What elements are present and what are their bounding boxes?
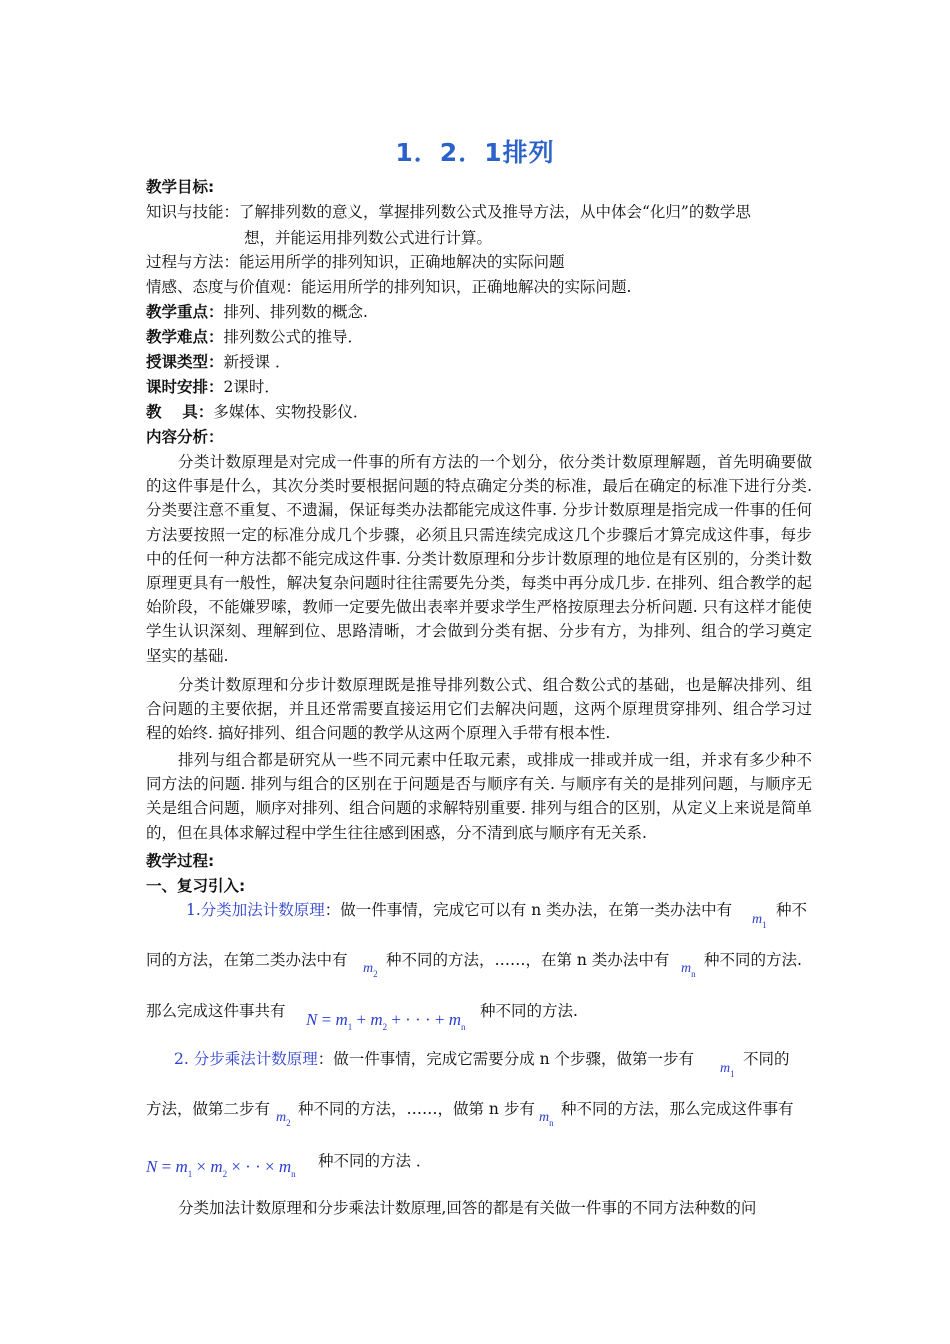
lesson-time — [146, 377, 280, 397]
math-sub: 1 — [347, 1022, 353, 1032]
math-m: m — [278, 1157, 292, 1176]
difficult-point-label: 教学难点： — [146, 328, 224, 346]
analysis-paragraph-2: 分类计数原理和分步计数原理既是推导排列数公式、组合数公式的基础，也是解决排列、组合问题的主要依据，并且还常需要直接运用它们去解决问题，这两个原理贯穿排列、组合学习过程的始终. 搞好排列、组合问题的教学从这两个原理入手带有根本性. — [146, 676, 812, 743]
math-mn-b — [539, 1110, 554, 1126]
principle-1-text-d: 种不同的方法，……，在第 n 类办法中有 — [386, 951, 670, 969]
math-N: N — [146, 1157, 158, 1176]
closing-line: 分类加法计数原理和分步乘法计数原理,回答的都是有关做一件事的不同方法种数的问 — [178, 1199, 757, 1217]
principle-2-text-f: 种不同的方法 ． — [318, 1152, 432, 1170]
math-m: m — [681, 961, 692, 976]
sum-formula — [306, 1010, 466, 1032]
teaching-tools — [146, 402, 368, 422]
math-sub: n — [691, 969, 696, 979]
math-m: m — [276, 1110, 287, 1125]
math-m2-b — [276, 1110, 291, 1126]
principle-2-text-a: ：做一件事情，完成它需要分成 n 个步骤，做第一步有 — [317, 1050, 695, 1068]
principle-1-text-c: 同的方法，在第二类办法中有 — [146, 951, 348, 969]
principle-1-line1 — [186, 900, 732, 920]
principle-1-name: 1.分类加法计数原理 — [186, 901, 325, 919]
page-title: 1．2．1排列 — [395, 138, 555, 167]
process-heading: 教学过程: — [146, 852, 215, 870]
math-times: × — [196, 1157, 207, 1176]
key-point — [146, 302, 368, 322]
math-m: m — [175, 1157, 188, 1176]
math-m: m — [335, 1010, 348, 1029]
math-sub: 1 — [187, 1169, 193, 1179]
goal-knowledge-line2: 想，并能运用排列数公式进行计算。 — [244, 229, 493, 247]
math-sub: n — [549, 1118, 554, 1128]
principle-1-text-b: 种不 — [776, 901, 808, 919]
analysis-heading: 内容分析： — [146, 428, 224, 446]
principle-1-text-g: 种不同的方法. — [480, 1002, 578, 1020]
math-sub: 2 — [222, 1169, 228, 1179]
teaching-tools-label: 教 具： — [146, 403, 214, 421]
key-point-value: 排列、排列数的概念. — [223, 303, 368, 321]
difficult-point-value: 排列数公式的推导． — [223, 328, 364, 346]
math-m: m — [539, 1110, 550, 1125]
math-sub: 1 — [730, 1069, 735, 1079]
difficult-point — [146, 327, 363, 347]
lesson-time-label: 课时安排： — [146, 378, 224, 396]
math-times-dots: × · · × — [231, 1157, 275, 1176]
principle-2-text-d: 种不同的方法，……，做第 n 步有 — [298, 1100, 535, 1118]
math-m: m — [370, 1010, 383, 1029]
review-heading: 一、复习引入: — [146, 877, 246, 895]
principle-2-name: 2. 分步乘法计数原理 — [174, 1050, 318, 1068]
principle-1-text-a: ：做一件事情，完成它可以有 n 类办法，在第一类办法中有 — [324, 901, 733, 919]
lesson-time-value: 2课时． — [223, 378, 280, 396]
principle-1-text-f: 那么完成这件事共有 — [146, 1002, 286, 1020]
math-sub: 1 — [762, 920, 767, 930]
math-eq: = — [161, 1157, 172, 1176]
math-m: m — [363, 961, 374, 976]
math-sub: 2 — [382, 1022, 388, 1032]
goals-heading: 教学目标: — [146, 178, 215, 196]
math-m: m — [448, 1010, 462, 1029]
analysis-paragraph-3: 排列与组合都是研究从一些不同元素中任取元素，或排成一排或并成一组，并求有多少种不同方法的问题. 排列与组合的区别在于问题是否与顺序有关. 与顺序有关的是排列问题，与顺序无关是组合问题，顺序对排列、组合问题的求解特别重要. 排列与组合的区别，从定义上来说是简单的，但在具体求解过程中学生往往感到困惑，分不清到底与顺序有无关系. — [146, 751, 812, 842]
principle-2-text-c: 方法，做第二步有 — [146, 1100, 271, 1118]
math-sub: n — [461, 1022, 466, 1032]
math-sub: 2 — [373, 969, 378, 979]
math-m: m — [720, 1061, 731, 1076]
teaching-tools-value: 多媒体、实物投影仪． — [213, 403, 369, 421]
math-sub: n — [291, 1169, 296, 1179]
lesson-type-value: 新授课 ． — [223, 353, 291, 371]
math-m1-b — [720, 1061, 735, 1077]
math-mn-a — [681, 961, 696, 977]
principle-2-line1 — [174, 1049, 694, 1069]
analysis-paragraph-1: 分类计数原理是对完成一件事的所有方法的一个划分，依分类计数原理解题，首先明确要做的这件事是什么，其次分类时要根据问题的特点确定分类的标准，最后在确定的标准下进行分类. 分类要注意不重复、不遗漏，保证每类办法都能完成这件事. 分步计数原理是指完成一件事的任何方法要按照一定的标准分成几个步骤，必须且只需连续完成这几个步骤后才算完成这件事，每步中的任何一种方法都不能完成这件事. 分类计数原理和分步计数原理的地位是有区别的，分类计数原理更具有一般性，解决复杂问题时往往需要先分类，每类中再分成几步. 在排列、组合教学的起始阶段，不能嫌罗嗦，教师一定要先做出表率并要求学生严格按原理去分析问题. 只有这样才能使学生认识深刻、理解到位、思路清晰，才会做到分类有据、分步有方，为排列、组合的学习奠定坚实的基础. — [146, 453, 812, 665]
math-sub: 2 — [286, 1118, 291, 1128]
principle-1-text-e: 种不同的方法. — [704, 951, 802, 969]
principle-2-text-b: 不同的 — [743, 1050, 790, 1068]
principle-2-text-e: 种不同的方法，那么完成这件事有 — [561, 1100, 794, 1118]
key-point-label: 教学重点： — [146, 303, 224, 321]
math-m: m — [210, 1157, 223, 1176]
lesson-type-label: 授课类型： — [146, 353, 224, 371]
lesson-type — [146, 352, 290, 372]
product-formula — [146, 1157, 296, 1179]
math-eq: = — [321, 1010, 332, 1029]
math-plus: + — [356, 1010, 367, 1029]
goal-process: 过程与方法：能运用所学的排列知识，正确地解决的实际问题 — [146, 253, 565, 271]
goal-knowledge-line1: 知识与技能：了解排列数的意义，掌握排列数公式及推导方法，从中体会“化归”的数学思 — [146, 203, 751, 221]
math-dots: + · · · + — [391, 1010, 445, 1029]
math-m: m — [752, 912, 763, 927]
math-m2-a — [363, 961, 378, 977]
goal-emotion: 情感、态度与价值观：能运用所学的排列知识，正确地解决的实际问题. — [146, 278, 632, 296]
math-N: N — [306, 1010, 318, 1029]
math-m1-a — [752, 912, 767, 928]
